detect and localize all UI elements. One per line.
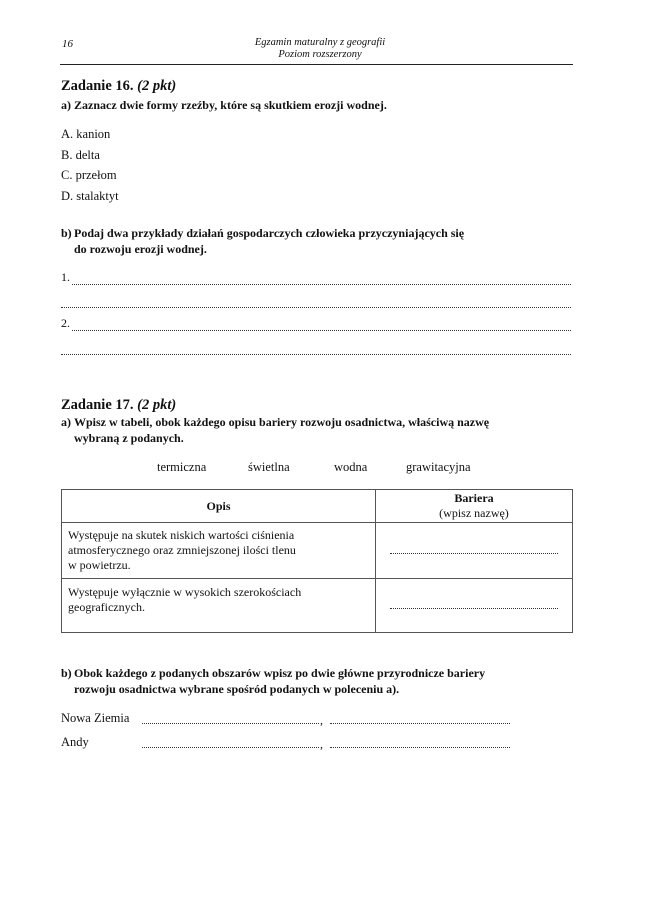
nowa-ziemia-answer-2[interactable] — [330, 713, 510, 724]
table-row — [62, 523, 573, 579]
table-row-description: Występuje wyłącznie w wysokich szerokościach geograficznych. — [62, 579, 376, 633]
option-c[interactable]: C. przełom — [61, 168, 117, 182]
answer-line-1-cont[interactable] — [61, 294, 571, 308]
task17b-question: b) Obok każdego z podanych obszarów wpisz po dwie główne przyrodnicze bariery rozwoju osadnictwa wybrane spośród podanych w poleceniu a). — [61, 666, 486, 696]
nowa-ziemia-answer-1[interactable] — [142, 713, 319, 724]
barrier-table — [61, 489, 573, 633]
area-label-nowa-ziemia: Nowa Ziemia — [61, 711, 130, 725]
page-number: 16 — [62, 38, 73, 50]
answer-line-1[interactable]: 1. — [61, 271, 571, 285]
choice-grawitacyjna: grawitacyjna — [406, 460, 471, 474]
task16-points: (2 pkt) — [137, 78, 177, 94]
barrier-answer-field-2[interactable] — [376, 579, 573, 633]
exam-level: Poziom rozszerzony — [278, 49, 362, 60]
table-header-row — [62, 490, 573, 523]
barrier-answer-field-1[interactable] — [376, 523, 573, 579]
task16b-question: b) Podaj dwa przykłady działań gospodarczych człowieka przyczyniających się do rozwoju erozji wodnej. — [61, 226, 465, 256]
task17a-question: a) Wpisz w tabeli, obok każdego opisu bariery rozwoju osadnictwa, właściwą nazwę wybraną z podanych. — [61, 415, 490, 445]
area-label-andy: Andy — [61, 735, 89, 749]
andy-answer-2[interactable] — [330, 737, 510, 748]
bariera-header: Bariera (wpisz nazwę) — [376, 490, 573, 523]
andy-answer-1[interactable] — [142, 737, 319, 748]
page-header — [180, 37, 460, 61]
option-a[interactable]: A. kanion — [61, 127, 111, 141]
choice-swietlna: świetlna — [248, 460, 290, 474]
exam-title: Egzamin maturalny z geografii — [254, 37, 386, 48]
answer-line-2[interactable]: 2. — [61, 317, 571, 331]
answer-line-2-cont[interactable] — [61, 341, 571, 355]
task17-title: Zadanie 17. (2 pkt) — [61, 397, 177, 413]
opis-header: Opis — [62, 490, 376, 523]
option-d[interactable]: D. stalaktyt — [61, 189, 119, 203]
task17-points: (2 pkt) — [137, 397, 177, 413]
task16a-question: a) Zaznacz dwie formy rzeźby, które są skutkiem erozji wodnej. — [61, 98, 387, 112]
bariera-subheader: (wpisz nazwę) — [439, 506, 509, 520]
option-b[interactable]: B. delta — [61, 148, 100, 162]
header-divider — [60, 64, 573, 65]
choice-termiczna: termiczna — [157, 460, 207, 474]
table-row-description: Występuje na skutek niskich wartości ciśnienia atmosferycznego oraz zmniejszonej ilości tlenu w powietrzu. — [62, 523, 376, 579]
table-row — [62, 579, 573, 633]
exam-page: 16 Egzamin maturalny z geografii Poziom rozszerzony Zadanie 16. (2 pkt) a) Zaznacz dwie formy rzeźby, które są skutkiem erozji wodnej. A. kanion B. delta C. przełom D. stalaktyt b) Podaj dwa przykłady działań gospodarczych człowieka przyczyniających się do rozwoju erozji wodnej. 1. 2. Zadanie 17. (2 pkt) a) Wpisz w tabeli, obok każdego opisu bariery rozwoju osadnictwa, właściwą nazwę wybraną z podanych. termiczna świetlna wodna grawitacyjna Opis Bariera (wpisz nazwę) Występuje na skutek niskich wartości ciśnienia atmosferycznego oraz zmniejszonej ilości tlenu w powietrzu. Występuje wyłącznie w wysokich szerokościach geograficznych. b) Obok każdego z podanych obszarów wpisz po dwie główne przyrodnicze bariery rozwoju osadnictwa wybrane spośród podanych w poleceniu a). Nowa Ziemia , Andy , — [0, 0, 664, 912]
task16-title: Zadanie 16. (2 pkt) — [61, 78, 177, 94]
choice-wodna: wodna — [334, 460, 368, 474]
